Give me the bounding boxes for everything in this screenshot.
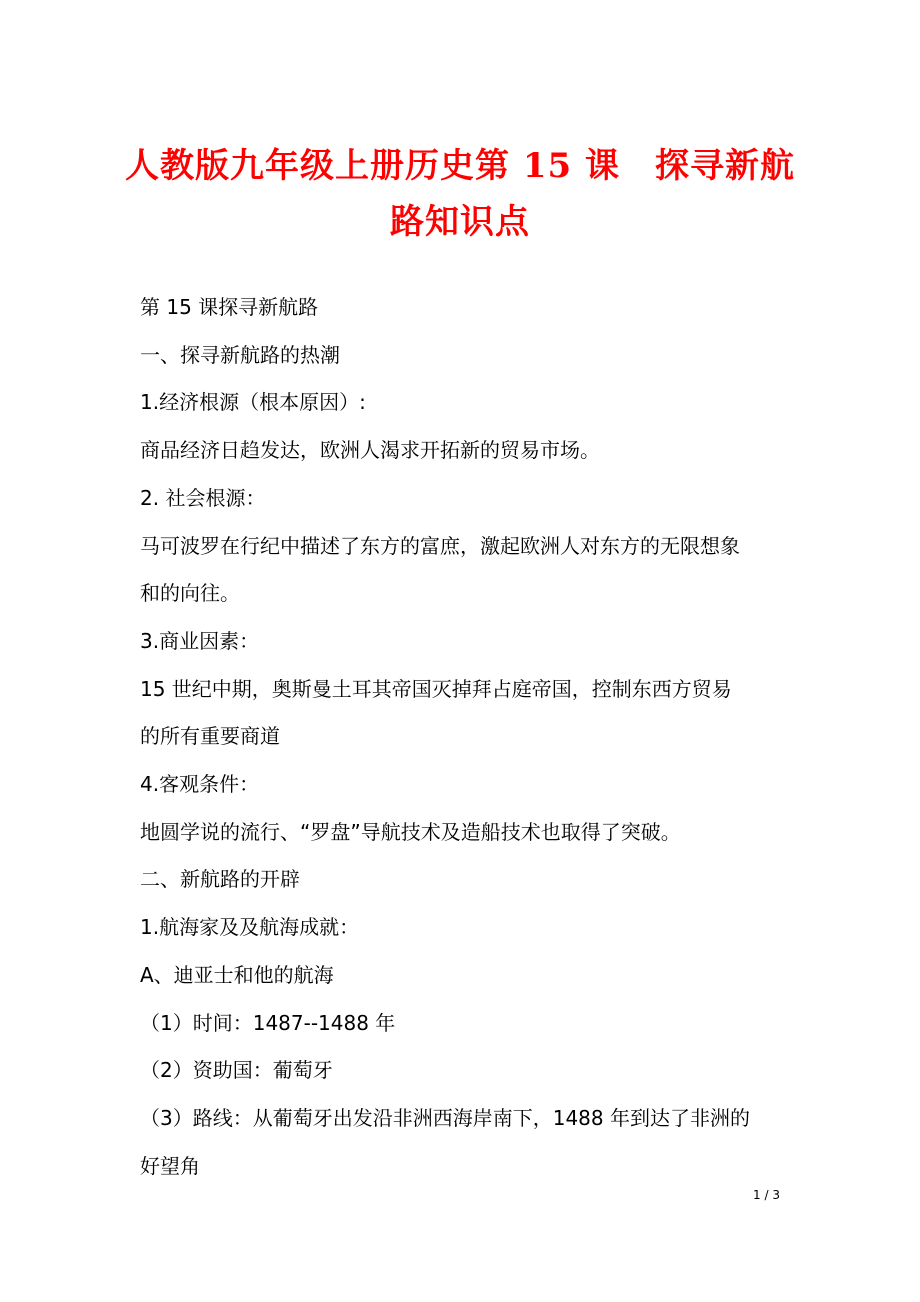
body-line: 好望角: [140, 1153, 200, 1178]
page-number: 1 / 3: [753, 1188, 780, 1202]
body-line: 2. 社会根源：: [140, 485, 266, 510]
body-line: 4.客观条件：: [140, 772, 260, 797]
body-line: A、迪亚士和他的航海: [140, 962, 334, 987]
body-line: （2）资助国：葡萄牙: [140, 1058, 333, 1083]
body-line: 1.经济根源（根本原因）:: [140, 390, 366, 415]
body-line: 15 世纪中期，奥斯曼土耳其帝国灭掉拜占庭帝国，控制东西方贸易: [140, 676, 732, 701]
document-body: [140, 284, 790, 1190]
body-line: 二、新航路的开辟: [140, 867, 300, 892]
body-line: 马可波罗在行纪中描述了东方的富庶，激起欧洲人对东方的无限想象: [140, 533, 740, 558]
body-line: 3.商业因素：: [140, 628, 260, 653]
body-line: 地圆学说的流行、“罗盘”导航技术及造船技术也取得了突破。: [140, 819, 681, 844]
body-line: （3）路线：从葡萄牙出发沿非洲西海岸南下，1488 年到达了非洲的: [140, 1105, 750, 1130]
body-line: 第 15 课探寻新航路: [140, 295, 319, 319]
document-title: [110, 138, 810, 250]
body-line: （1）时间：1487--1488 年: [140, 1010, 396, 1035]
body-line: 的所有重要商道: [140, 724, 280, 749]
title-line-1: 人教版九年级上册历史第 15 课 探寻新航: [125, 146, 795, 186]
body-line: 和的向往。: [140, 581, 240, 606]
body-line: 一、探寻新航路的热潮: [140, 342, 340, 367]
title-line-2: 路知识点: [390, 202, 530, 242]
body-line: 1.航海家及及航海成就：: [140, 915, 360, 940]
body-line: 商品经济日趋发达，欧洲人渴求开拓新的贸易市场。: [140, 438, 600, 463]
